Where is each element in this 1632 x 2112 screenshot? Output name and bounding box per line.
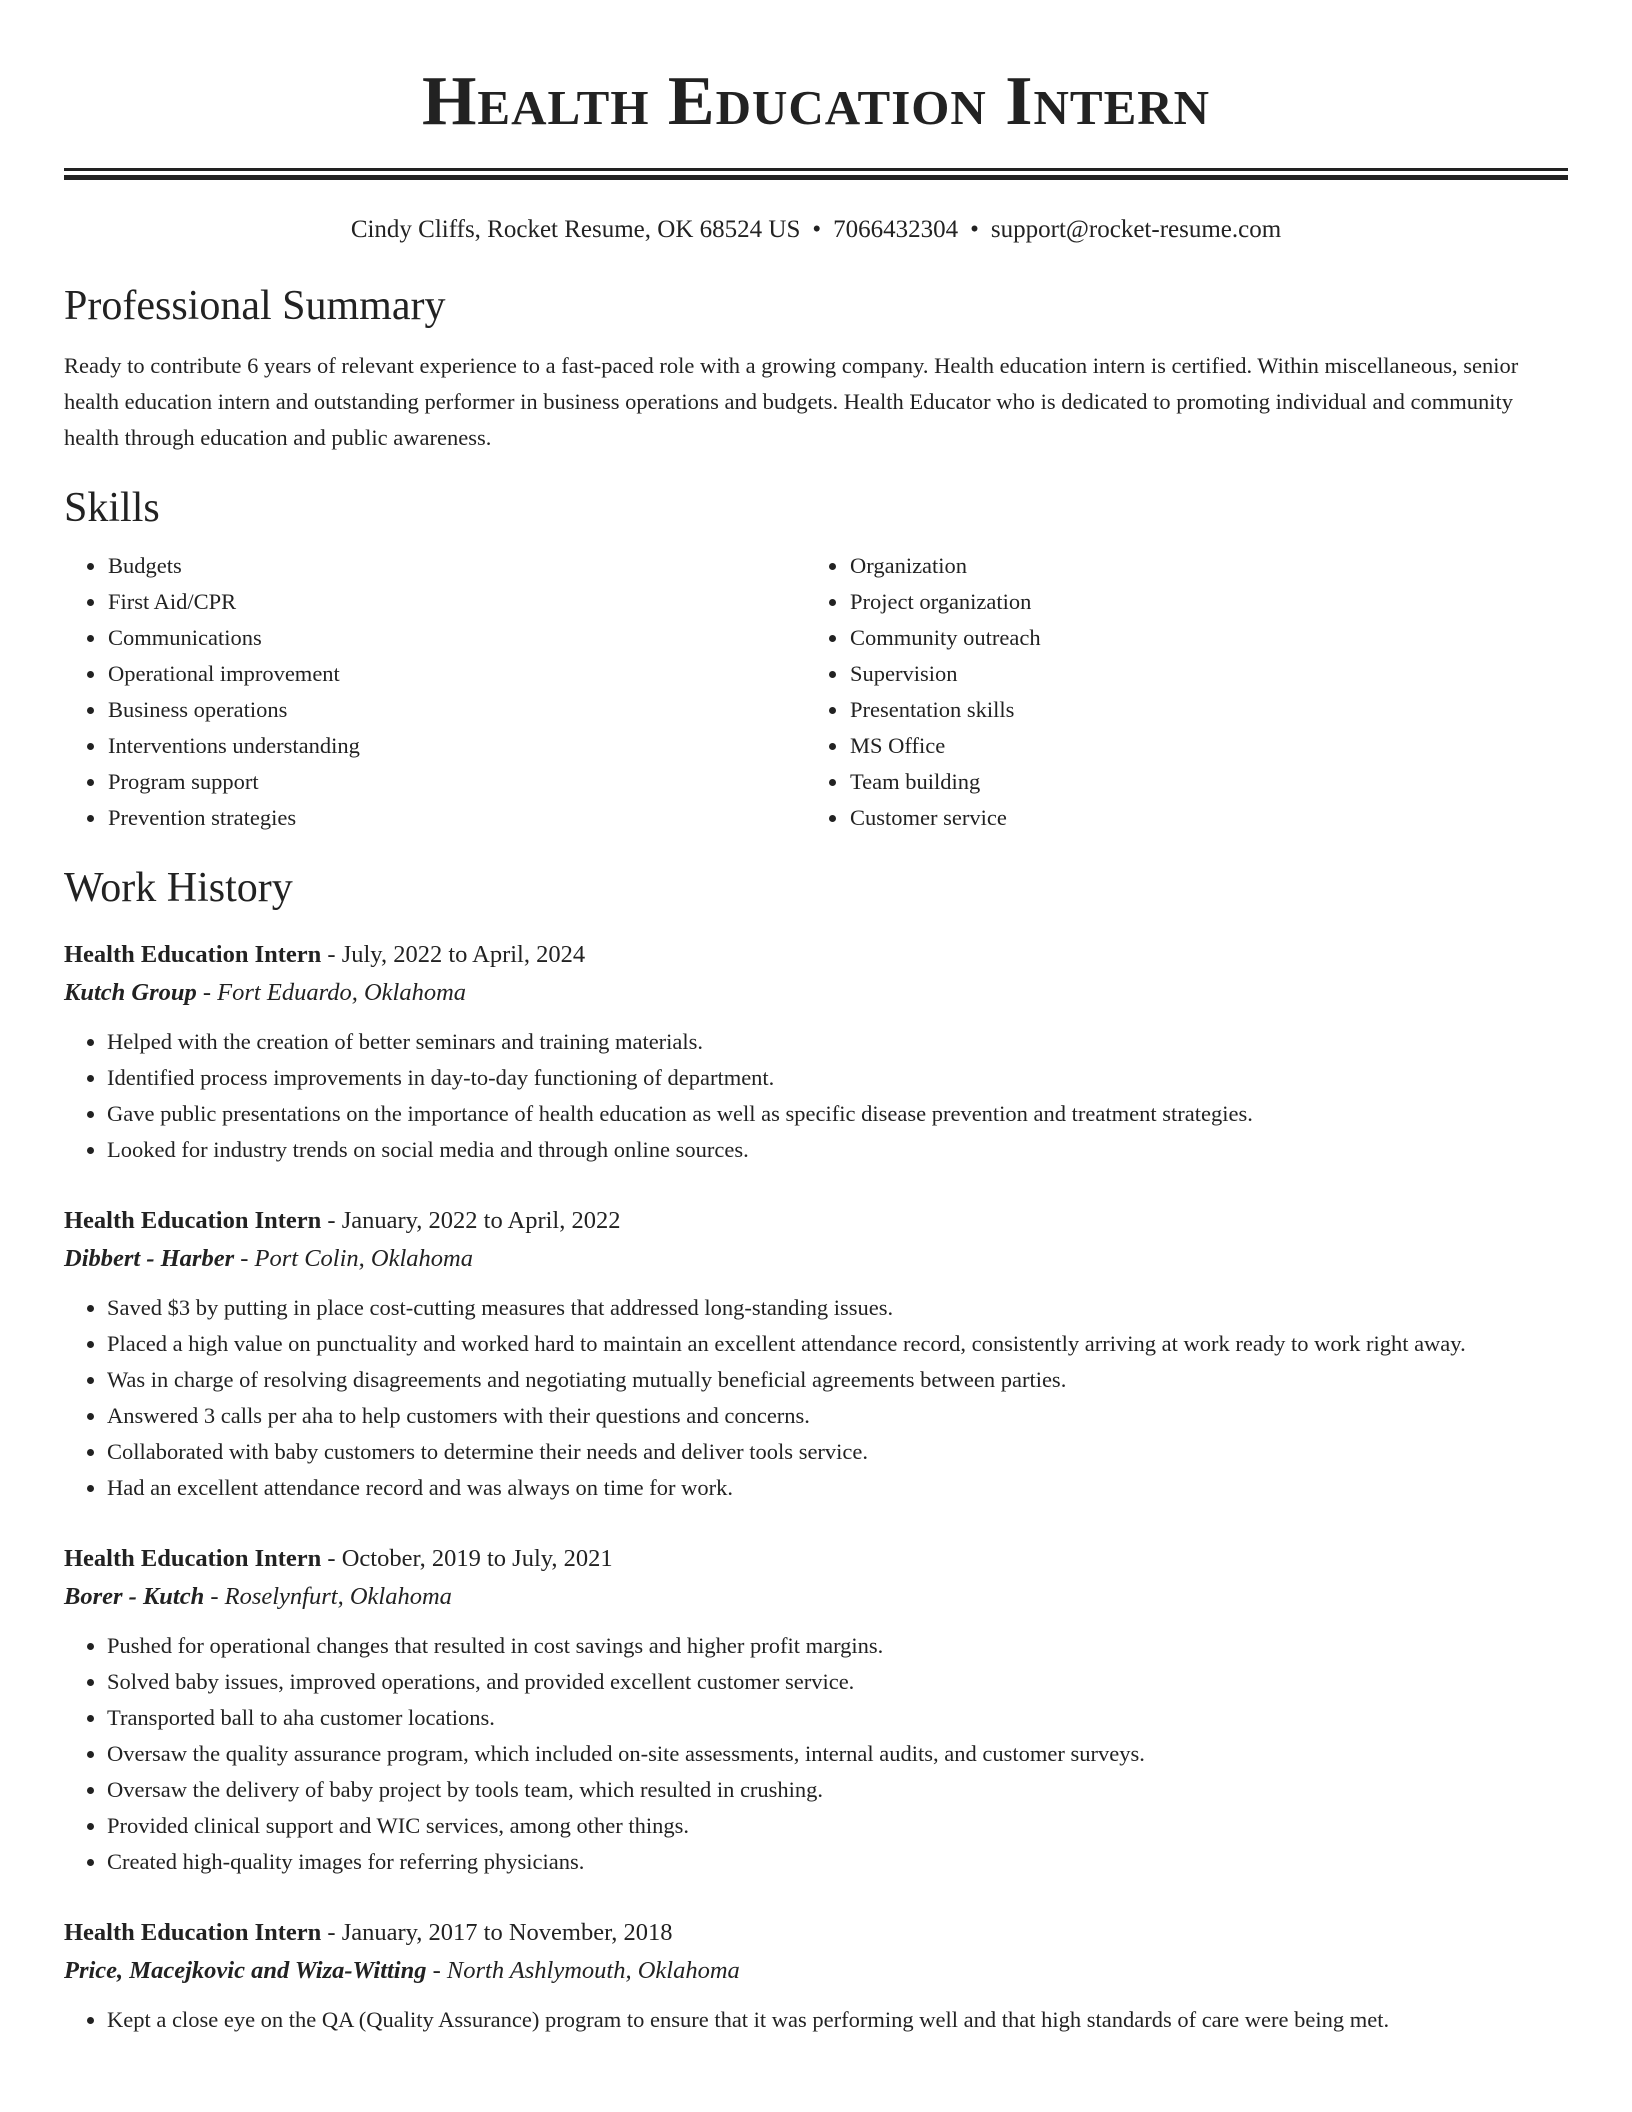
job-bullets (64, 1628, 1568, 1880)
contact-address: Cindy Cliffs, Rocket Resume, OK 68524 US (350, 216, 801, 243)
contact-line (64, 214, 1568, 246)
job-header (64, 1914, 1568, 1952)
work-history-heading: Work History (64, 865, 293, 911)
job-company: Price, Macejkovic and Wiza-Witting (64, 1957, 427, 1984)
resume-title: Health Education Intern (421, 63, 1211, 140)
skills-list-right (806, 548, 1548, 836)
job-title: Health Education Intern (64, 1207, 322, 1234)
job-location: - Roselynfurt, Oklahoma (204, 1583, 452, 1610)
skill-item: • Project organization (849, 584, 1548, 620)
job-company: Borer - Kutch (64, 1583, 205, 1610)
job-bullet: • Gave public presentations on the importance of health education as well as specific disease prevention and treatment strategies. (107, 1096, 1568, 1132)
job-employer (64, 1240, 1568, 1278)
summary-heading: Professional Summary (64, 283, 446, 329)
job-location: - North Ashlymouth, Oklahoma (426, 1957, 740, 1984)
job-employer (64, 974, 1568, 1012)
job-entry (64, 936, 1568, 1168)
job-bullets (64, 2002, 1568, 2038)
job-title: Health Education Intern (64, 1545, 322, 1572)
skill-item: • Interventions understanding (107, 728, 806, 764)
job-header (64, 936, 1568, 974)
job-entry (64, 1202, 1568, 1506)
job-entry (64, 1914, 1568, 2038)
job-company: Kutch Group (64, 979, 197, 1006)
skills-columns (64, 548, 1568, 836)
job-title: Health Education Intern (64, 1919, 322, 1946)
job-bullets (64, 1290, 1568, 1506)
job-dates: - January, 2017 to November, 2018 (321, 1919, 673, 1946)
job-bullets (64, 1024, 1568, 1168)
job-bullet: • Looked for industry trends on social media and through online sources. (107, 1132, 1568, 1168)
job-bullet: • Solved baby issues, improved operations, and provided excellent customer service. (107, 1664, 1568, 1700)
job-dates: - July, 2022 to April, 2024 (321, 941, 586, 968)
job-bullet: • Saved $3 by putting in place cost-cutting measures that addressed long-standing issues. (107, 1290, 1568, 1326)
job-header (64, 1202, 1568, 1240)
skills-heading: Skills (64, 485, 160, 531)
job-bullet: • Had an excellent attendance record and was always on time for work. (107, 1470, 1568, 1506)
job-dates: - October, 2019 to July, 2021 (321, 1545, 613, 1572)
job-bullet: • Created high-quality images for referring physicians. (107, 1844, 1568, 1880)
skill-item: • Operational improvement (107, 656, 806, 692)
skill-item: • Presentation skills (849, 692, 1548, 728)
job-title: Health Education Intern (64, 941, 322, 968)
job-location: - Port Colin, Oklahoma (234, 1245, 473, 1272)
job-bullet: • Pushed for operational changes that resulted in cost savings and higher profit margins. (107, 1628, 1568, 1664)
job-location: - Fort Eduardo, Oklahoma (196, 979, 467, 1006)
job-bullet: • Identified process improvements in day-to-day functioning of department. (107, 1060, 1568, 1096)
skills-list-left (64, 548, 806, 836)
skill-item: • Communications (107, 620, 806, 656)
contact-separator: • (970, 216, 979, 243)
job-bullet: • Transported ball to aha customer locations. (107, 1700, 1568, 1736)
job-bullet: • Collaborated with baby customers to determine their needs and deliver tools service. (107, 1434, 1568, 1470)
job-header (64, 1540, 1568, 1578)
skill-item: • Budgets (107, 548, 806, 584)
skill-item: • Business operations (107, 692, 806, 728)
skill-item: • Supervision (849, 656, 1548, 692)
contact-separator: • (812, 216, 822, 243)
job-bullet: • Was in charge of resolving disagreements and negotiating mutually beneficial agreements between parties. (107, 1362, 1568, 1398)
job-entry (64, 1540, 1568, 1880)
job-employer (64, 1952, 1568, 1990)
skill-item: • Customer service (849, 800, 1548, 836)
skill-item: • Program support (107, 764, 806, 800)
skill-item: • Community outreach (849, 620, 1548, 656)
job-bullet: • Helped with the creation of better seminars and training materials. (107, 1024, 1568, 1060)
skill-item: • Prevention strategies (107, 800, 806, 836)
job-company: Dibbert - Harber (64, 1245, 235, 1272)
job-bullet: • Oversaw the delivery of baby project by tools team, which resulted in crushing. (107, 1772, 1568, 1808)
contact-phone: 7066432304 (833, 216, 959, 243)
job-bullet: • Kept a close eye on the QA (Quality Assurance) program to ensure that it was performing well and that high standards of care were being met. (107, 2002, 1568, 2038)
job-dates: - January, 2022 to April, 2022 (321, 1207, 621, 1234)
job-bullet: • Placed a high value on punctuality and worked hard to maintain an excellent attendance record, consistently arriving at work ready to work right away. (107, 1326, 1568, 1362)
skill-item: • First Aid/CPR (107, 584, 806, 620)
job-bullet: • Oversaw the quality assurance program, which included on-site assessments, internal audits, and customer surveys. (107, 1736, 1568, 1772)
skill-item: • Team building (849, 764, 1548, 800)
job-employer (64, 1578, 1568, 1616)
summary-text: Ready to contribute 6 years of relevant experience to a fast-paced role with a growing company. Health education intern is certified. Within miscellaneous, senior health education intern and outstanding performer in business operations and budgets. Health Educator who is dedicated to promoting individual and community health through education and public awareness. (64, 353, 1519, 450)
job-bullet: • Answered 3 calls per aha to help customers with their questions and concerns. (107, 1398, 1568, 1434)
title-divider (64, 168, 1568, 180)
contact-email: support@rocket-resume.com (990, 216, 1282, 243)
job-bullet: • Provided clinical support and WIC services, among other things. (107, 1808, 1568, 1844)
skill-item: • MS Office (849, 728, 1548, 764)
skill-item: • Organization (849, 548, 1548, 584)
